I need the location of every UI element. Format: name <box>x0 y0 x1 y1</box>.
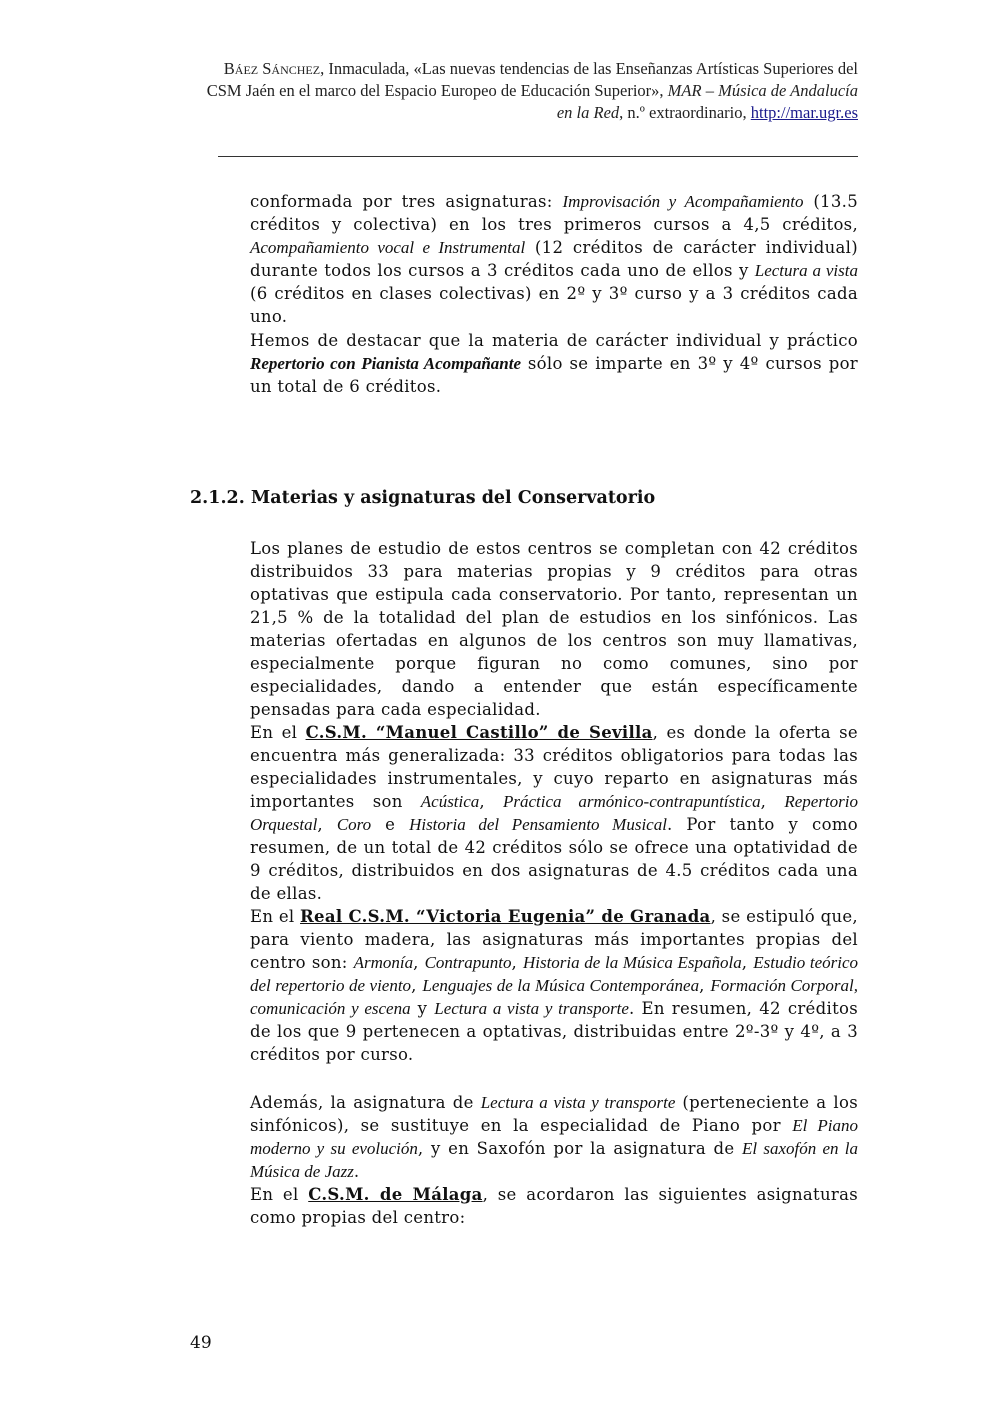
p4-italic: Práctica armónico-contrapuntística <box>503 792 761 811</box>
p6-text: Además, la asignatura de <box>250 1093 481 1112</box>
p5-text: , <box>741 953 754 972</box>
p5-text: , <box>413 953 425 972</box>
p1-text: (12 créditos de carácter individual) durante todos los cursos a 3 créditos cada uno de ellos y <box>250 238 859 280</box>
p7-institution-malaga: C.S.M. de Málaga <box>308 1185 483 1204</box>
section-heading: 2.1.2. Materias y asignaturas del Conservatorio <box>190 488 656 508</box>
paragraph-6 <box>250 1091 858 1183</box>
p4-italic: Acústica <box>420 792 480 811</box>
p5-text: . En resumen, 42 créditos de los que 9 pertenecen a optativas, distribuidas entre 2º-3º y 4º, a 3 créditos por curso. <box>250 999 858 1064</box>
p5-italic: Contrapunto <box>424 953 512 972</box>
p4-text: . Por tanto y como resumen, de un total de 42 créditos sólo se ofrece una optatividad de 9 créditos, distribuidos en dos asignaturas de 4.5 créditos cada una de ellas. <box>250 815 859 903</box>
p6-italic: El Piano moderno y su evolución <box>250 1116 858 1158</box>
paragraph-1 <box>250 190 858 328</box>
paragraph-3: Los planes de estudio de estos centros se completan con 42 créditos distribuidos 33 para materias propias y 9 créditos para otras optativas que estipula cada conservatorio. Por tanto, representan un 21,5 % de la totalidad del plan de estudios en los sinfónicos. Las materias ofertadas en algunos de los centros son muy llamativas, especialmente porque figuran no como comunes, sino por especialidades, dando a entender que están específicamente pensadas para cada especialidad. <box>250 539 858 719</box>
p5-text: , se estipuló que, para viento madera, las asignaturas más importantes propias del centro son: <box>250 907 858 972</box>
p1-italic: Improvisación y Acompañamiento <box>562 192 804 211</box>
p2-text: sólo se imparte en 3º y 4º cursos por un total de 6 créditos. <box>250 354 858 396</box>
p4-institution-sevilla: C.S.M. “Manuel Castillo” de Sevilla <box>305 723 653 742</box>
paragraph-7 <box>250 1183 858 1229</box>
p7-text: , se acordaron las siguientes asignaturas como propias del centro: <box>250 1185 858 1227</box>
p5-institution-granada: Real C.S.M. “Victoria Eugenia” de Granada <box>300 907 711 926</box>
paragraph-5 <box>250 905 858 1066</box>
p1-italic: Acompañamiento vocal e Instrumental <box>250 238 526 257</box>
p4-italic: Repertorio Orquestal <box>250 792 858 834</box>
p5-italic: Armonía <box>353 953 414 972</box>
p5-text: y <box>410 999 435 1018</box>
p6-italic: El saxofón en la Música de Jazz <box>250 1139 858 1181</box>
p6-italic: Lectura a vista y transporte <box>480 1093 676 1112</box>
p4-italic: Coro <box>336 815 372 834</box>
running-header <box>190 58 858 124</box>
p4-text: , <box>479 792 503 811</box>
p6-text: (perteneciente a los sinfónicos), se sustituye en la especialidad de Piano por <box>250 1093 858 1135</box>
p4-text: , <box>317 815 337 834</box>
header-url-link[interactable]: http://mar.ugr.es <box>750 103 858 122</box>
header-journal: MAR – Música de Andalucía en la Red <box>556 81 858 122</box>
p6-text: , y en Saxofón por la asignatura de <box>417 1139 743 1158</box>
p5-text: , <box>699 976 711 995</box>
p2-text: Hemos de destacar que la materia de carácter individual y práctico <box>250 331 858 350</box>
p5-text: , <box>411 976 423 995</box>
p5-italic: Formación Corporal, comunicación y escena <box>250 976 858 1018</box>
p5-italic: Lectura a vista y transporte <box>434 999 629 1018</box>
page-number: 49 <box>190 1333 212 1353</box>
p1-text: conformada por tres asignaturas: <box>250 192 563 211</box>
header-rule <box>218 156 858 157</box>
p1-text: (13.5 créditos y colectiva) en los tres primeros cursos a 4,5 créditos, <box>250 192 858 234</box>
p5-text: En el <box>250 907 301 926</box>
paragraph-4 <box>250 721 858 905</box>
p6-text: . <box>353 1162 360 1181</box>
paragraph-2 <box>250 329 858 398</box>
p7-text: En el <box>250 1185 309 1204</box>
p4-text: En el <box>250 723 306 742</box>
header-author: Báez Sánchez <box>223 59 321 78</box>
p4-text: , <box>760 792 785 811</box>
p2-bold-italic: Repertorio con Pianista Acompañante <box>250 354 522 373</box>
p4-text: e <box>371 815 410 834</box>
p1-italic: Lectura a vista <box>754 261 858 280</box>
header-line2: CSM Jaén en el marco del Espacio Europeo de Educación Superior», <box>206 81 668 100</box>
p5-text: , <box>511 953 523 972</box>
p5-italic: Historia de la Música Española <box>522 953 742 972</box>
header-line1: , Inmaculada, «Las nuevas tendencias de las Enseñanzas Artísticas Superiores del <box>320 59 858 78</box>
p5-italic: Lenguajes de la Música Contemporánea <box>422 976 700 995</box>
p1-text: (6 créditos en clases colectivas) en 2º y 3º curso y a 3 créditos cada uno. <box>250 284 858 326</box>
p5-italic: Estudio teórico del repertorio de viento <box>250 953 859 995</box>
p4-italic: Historia del Pensamiento Musical <box>409 815 667 834</box>
p4-text: , es donde la oferta se encuentra más generalizada: 33 créditos obligatorios para todas las especialidades instrumentales, y cuyo reparto en asignaturas más importantes son <box>250 723 858 811</box>
header-issue: , n.º extraordinario, <box>619 103 751 122</box>
